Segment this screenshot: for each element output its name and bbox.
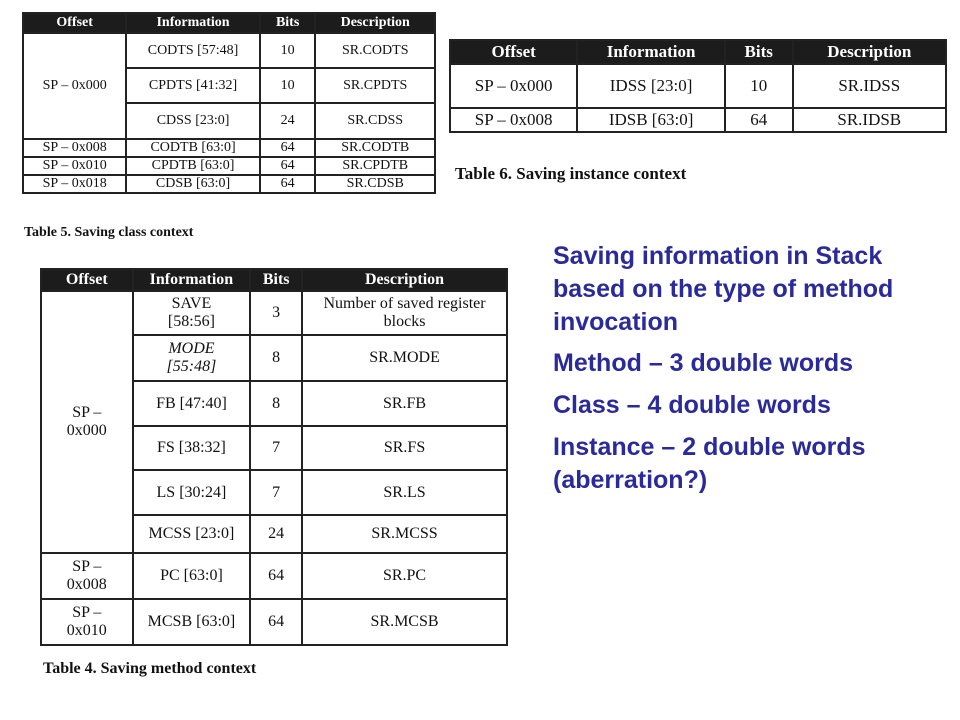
table5-offset-cell: SP – 0x010 <box>23 157 126 175</box>
table4-information-cell: MCSS [23:0] <box>133 515 251 553</box>
table5-information-cell: CODTS [57:48] <box>126 33 259 68</box>
table5-caption: Table 5. Saving class context <box>24 225 194 240</box>
table4-information-cell: FB [47:40] <box>133 381 251 426</box>
table4-header-bits: Bits <box>250 269 302 291</box>
table5-header-bits: Bits <box>260 13 316 33</box>
table4-information-cell: MCSB [63:0] <box>133 599 251 645</box>
table5 <box>22 12 436 194</box>
table5-description-cell: SR.CODTS <box>315 33 435 68</box>
table4-bits-cell: 3 <box>250 291 302 335</box>
table5-header-information: Information <box>126 13 259 33</box>
table5-bits-cell: 64 <box>260 175 316 193</box>
table4-header-offset: Offset <box>41 269 133 291</box>
table6-offset-cell: SP – 0x000 <box>450 64 577 108</box>
table5-bits-cell: 24 <box>260 103 316 139</box>
table4-description-cell: SR.MCSS <box>302 515 507 553</box>
table4-bits-cell: 24 <box>250 515 302 553</box>
table6-bits-cell: 64 <box>725 108 793 132</box>
table5-description-cell: SR.CPDTB <box>315 157 435 175</box>
table5-information-cell: CODTB [63:0] <box>126 139 259 157</box>
table4-description-cell: SR.PC <box>302 553 507 599</box>
table4-offset-cell: SP – 0x010 <box>41 599 133 645</box>
table4-information-cell: LS [30:24] <box>133 470 251 515</box>
table5-information-cell: CPDTS [41:32] <box>126 68 259 103</box>
table5-information-cell: CPDTB [63:0] <box>126 157 259 175</box>
table4-bits-cell: 8 <box>250 335 302 381</box>
table5-offset-cell: SP – 0x018 <box>23 175 126 193</box>
table4-bits-cell: 8 <box>250 381 302 426</box>
table6 <box>449 39 947 133</box>
table6-description-cell: SR.IDSB <box>793 108 946 132</box>
table6-description-cell: SR.IDSS <box>793 64 946 108</box>
table5-scan <box>0 0 466 265</box>
table5-header-offset: Offset <box>23 13 126 33</box>
table5-offset-cell: SP – 0x008 <box>23 139 126 157</box>
table4-description-cell: SR.FS <box>302 426 507 470</box>
table5-bits-cell: 10 <box>260 68 316 103</box>
table4-bits-cell: 7 <box>250 470 302 515</box>
notes-panel <box>553 240 943 505</box>
table5-description-cell: SR.CDSB <box>315 175 435 193</box>
table6-information-cell: IDSS [23:0] <box>577 64 725 108</box>
table4-description-cell: Number of saved register blocks <box>302 291 507 335</box>
table4-bits-cell: 7 <box>250 426 302 470</box>
table6-offset-cell: SP – 0x008 <box>450 108 577 132</box>
table4-description-cell: SR.LS <box>302 470 507 515</box>
table6-header-description: Description <box>793 40 946 64</box>
table5-description-cell: SR.CPDTS <box>315 68 435 103</box>
table5-bits-cell: 64 <box>260 139 316 157</box>
table4-header-information: Information <box>133 269 251 291</box>
note-instance: Instance – 2 double words (aberration?) <box>553 432 866 494</box>
table6-information-cell: IDSB [63:0] <box>577 108 725 132</box>
table4-description-cell: SR.MCSB <box>302 599 507 645</box>
table5-bits-cell: 10 <box>260 33 316 68</box>
table6-header-bits: Bits <box>725 40 793 64</box>
note-intro: Saving information in Stack based on the type of method invocation <box>553 242 894 336</box>
table5-description-cell: SR.CDSS <box>315 103 435 139</box>
table6-header-offset: Offset <box>450 40 577 64</box>
table6-bits-cell: 10 <box>725 64 793 108</box>
table4 <box>40 268 508 646</box>
table5-information-cell: CDSB [63:0] <box>126 175 259 193</box>
table4-description-cell: SR.FB <box>302 381 507 426</box>
table6-scan <box>440 30 960 190</box>
table5-bits-cell: 64 <box>260 157 316 175</box>
table5-offset-cell: SP – 0x000 <box>23 33 126 139</box>
table4-offset-cell: SP – 0x000 <box>41 291 133 553</box>
table6-header-information: Information <box>577 40 725 64</box>
table4-scan <box>28 262 536 716</box>
note-class: Class – 4 double words <box>553 391 831 419</box>
table5-information-cell: CDSS [23:0] <box>126 103 259 139</box>
table4-header-description: Description <box>302 269 507 291</box>
table4-description-cell: SR.MODE <box>302 335 507 381</box>
table5-header-description: Description <box>315 13 435 33</box>
table4-offset-cell: SP – 0x008 <box>41 553 133 599</box>
table4-information-cell: MODE [55:48] <box>133 335 251 381</box>
table4-information-cell: PC [63:0] <box>133 553 251 599</box>
table6-caption: Table 6. Saving instance context <box>455 164 687 183</box>
table4-bits-cell: 64 <box>250 553 302 599</box>
table4-information-cell: FS [38:32] <box>133 426 251 470</box>
table4-bits-cell: 64 <box>250 599 302 645</box>
table4-information-cell: SAVE [58:56] <box>133 291 251 335</box>
note-method: Method – 3 double words <box>553 349 854 378</box>
table4-caption: Table 4. Saving method context <box>43 660 257 677</box>
table5-description-cell: SR.CODTB <box>315 139 435 157</box>
